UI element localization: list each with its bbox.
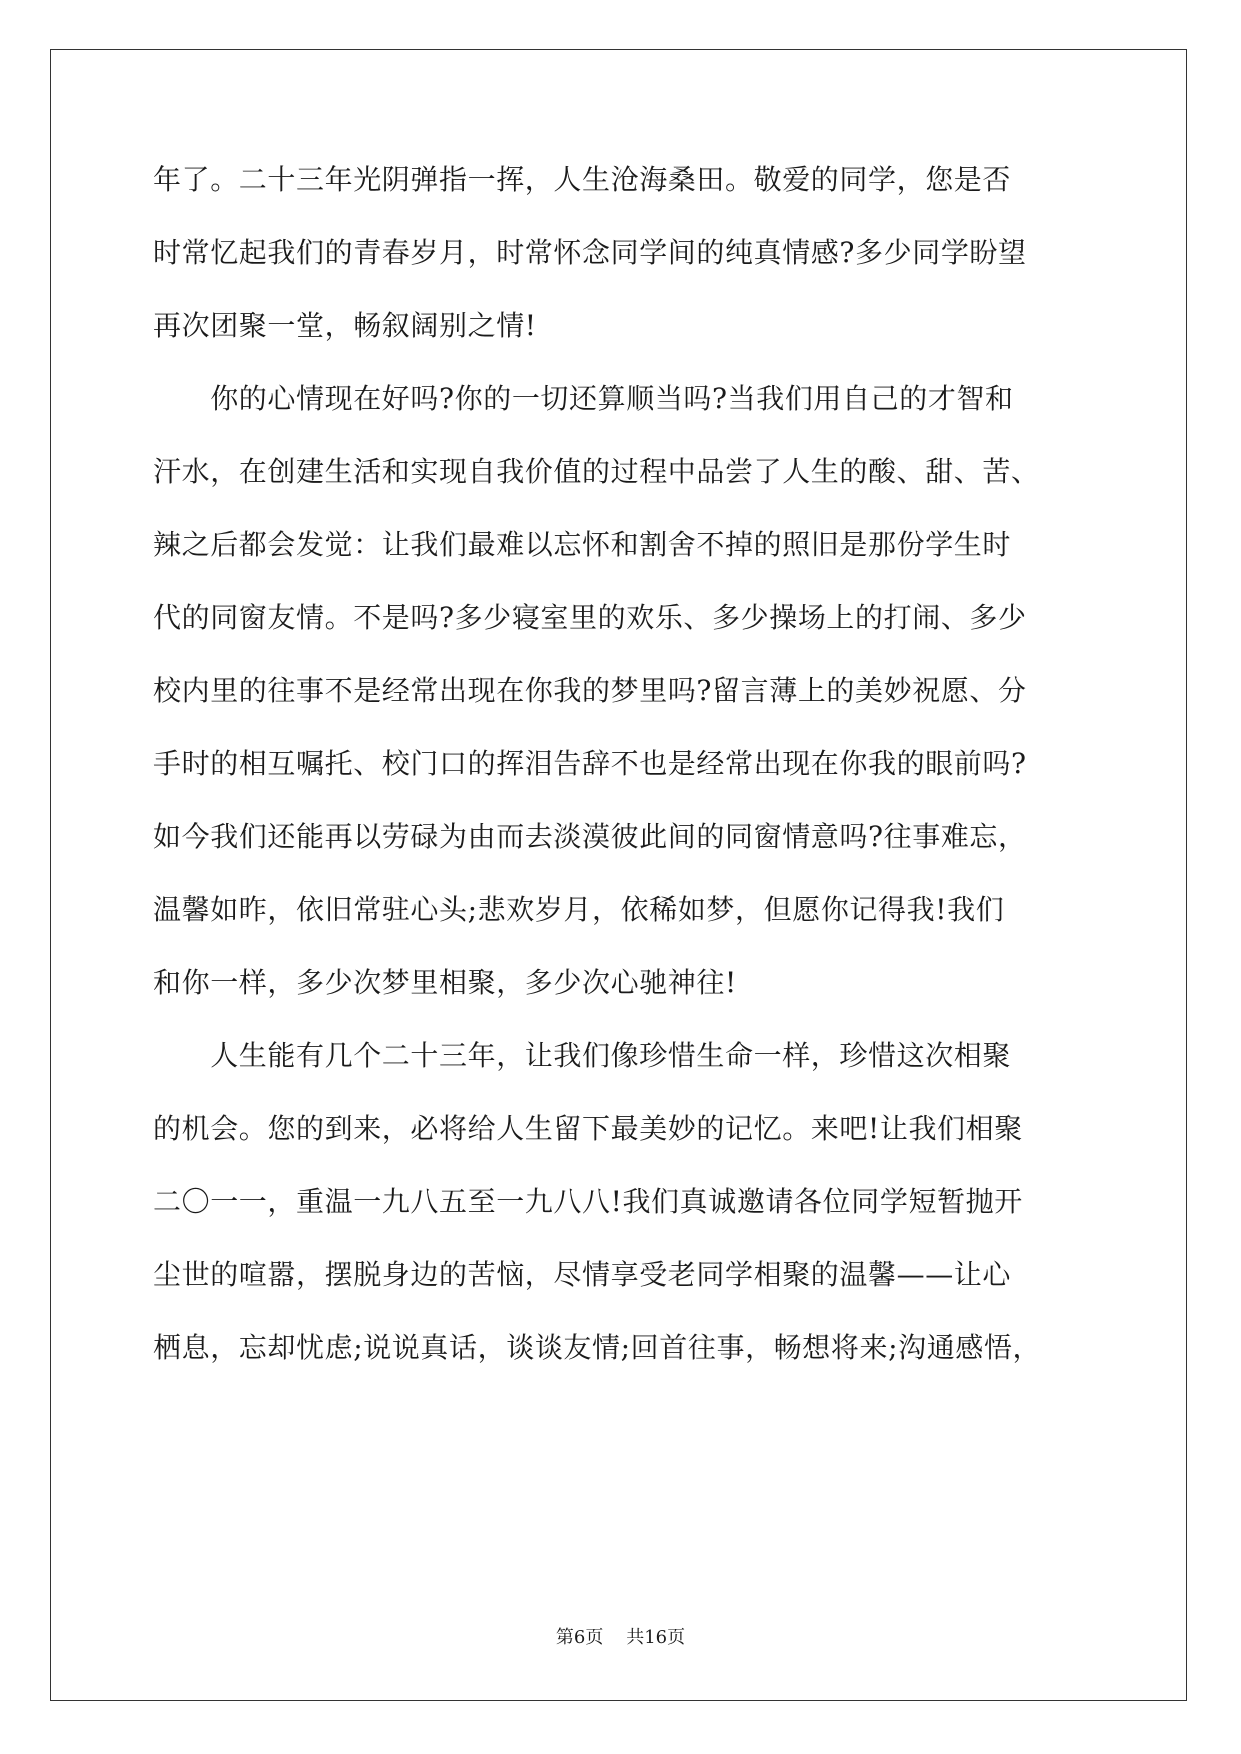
page-border bbox=[50, 49, 1187, 1701]
page-footer bbox=[0, 1626, 1241, 1650]
page-number: 第6页 bbox=[555, 1627, 604, 1648]
text-line: 尘世的喧嚣，摆脱身边的苦恼，尽情享受老同学相聚的温馨——让心 bbox=[153, 1258, 1012, 1291]
text-line: 再次团聚一堂，畅叙阔别之情! bbox=[153, 309, 537, 342]
text-line: 校内里的往事不是经常出现在你我的梦里吗?留言薄上的美妙祝愿、分 bbox=[153, 674, 1027, 707]
text-line: 如今我们还能再以劳碌为由而去淡漠彼此间的同窗情意吗?往事难忘， bbox=[153, 820, 1027, 853]
text-line: 二〇一一，重温一九八五至一九八八!我们真诚邀请各位同学短暂抛开 bbox=[153, 1185, 1023, 1218]
page-total: 共16页 bbox=[626, 1627, 686, 1648]
text-line: 汗水，在创建生活和实现自我价值的过程中品尝了人生的酸、甜、苦、 bbox=[153, 455, 1040, 488]
text-line: 时常忆起我们的青春岁月，时常怀念同学间的纯真情感?多少同学盼望 bbox=[153, 236, 1027, 269]
text-line: 年了。二十三年光阴弹指一挥，人生沧海桑田。敬爱的同学，您是否 bbox=[153, 163, 1012, 196]
text-line: 栖息，忘却忧虑;说说真话，谈谈友情;回首往事，畅想将来;沟通感悟， bbox=[153, 1331, 1042, 1364]
text-line: 人生能有几个二十三年，让我们像珍惜生命一样，珍惜这次相聚 bbox=[153, 1039, 1012, 1072]
text-line: 和你一样，多少次梦里相聚，多少次心驰神往! bbox=[153, 966, 737, 999]
text-line: 的机会。您的到来，必将给人生留下最美妙的记忆。来吧!让我们相聚 bbox=[153, 1112, 1023, 1145]
text-line: 辣之后都会发觉：让我们最难以忘怀和割舍不掉的照旧是那份学生时 bbox=[153, 528, 1012, 561]
text-line: 代的同窗友情。不是吗?多少寝室里的欢乐、多少操场上的打闹、多少 bbox=[153, 601, 1027, 634]
text-line: 手时的相互嘱托、校门口的挥泪告辞不也是经常出现在你我的眼前吗? bbox=[153, 747, 1027, 780]
text-line: 你的心情现在好吗?你的一切还算顺当吗?当我们用自己的才智和 bbox=[153, 382, 1014, 415]
text-line: 温馨如昨，依旧常驻心头;悲欢岁月，依稀如梦，但愿你记得我!我们 bbox=[153, 893, 1005, 926]
